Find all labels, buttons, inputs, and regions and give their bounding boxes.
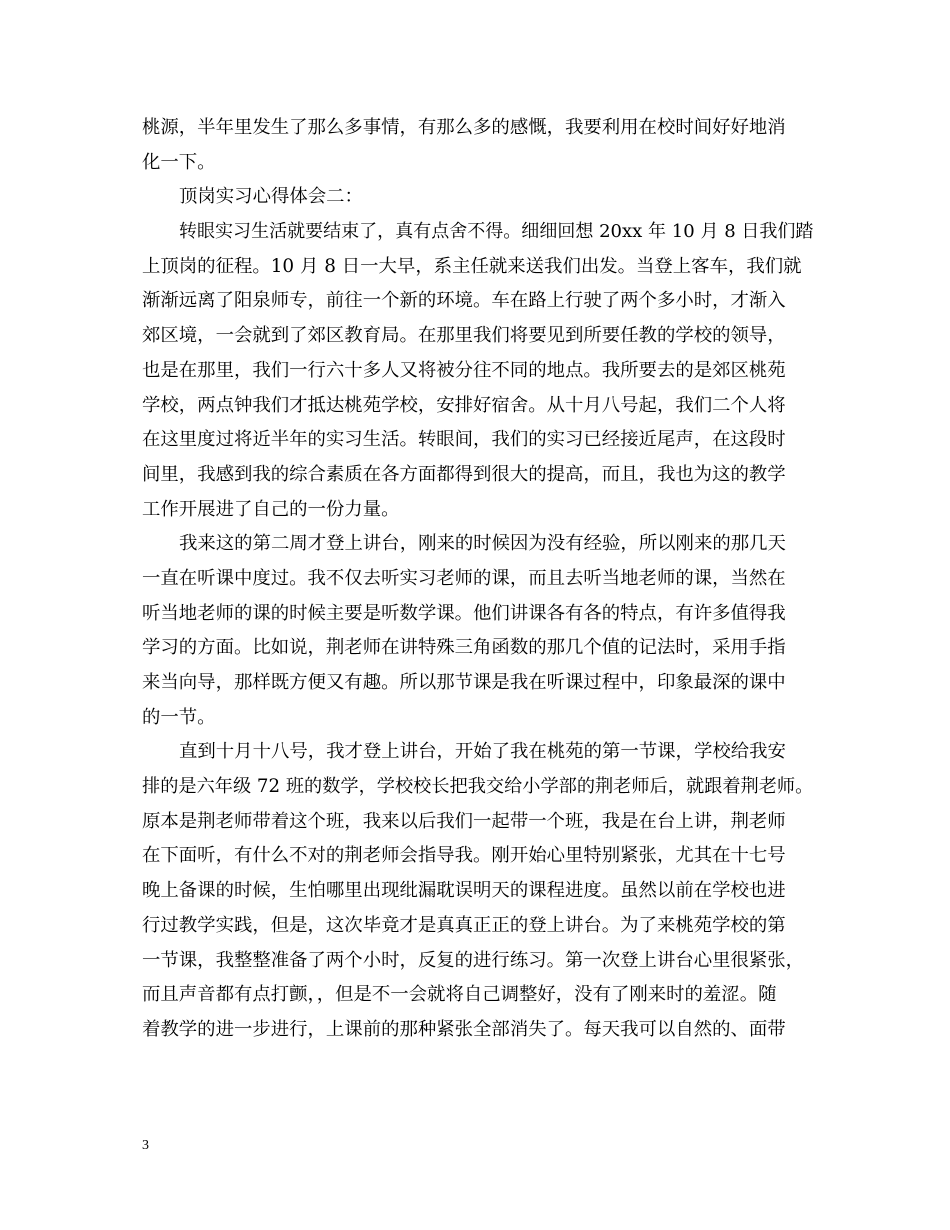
- text-line: 的一节。: [142, 706, 216, 728]
- text-line: 而且声音都有点打颤，，但是不一会就将自己调整好，没有了刚来时的羞涩。随: [142, 984, 777, 1006]
- text-line: 郊区境，一会就到了郊区教育局。在那里我们将要见到所要任教的学校的领导，: [142, 325, 786, 347]
- text-line: 排的是六年级 72 班的数学，学校校长把我交给小学部的荆老师后，就跟着荆老师。: [142, 776, 814, 798]
- text-line: 在这里度过将近半年的实习生活。转眼间，我们的实习已经接近尾声，在这段时: [142, 429, 786, 451]
- text-line: 工作开展进了自己的一份力量。: [142, 498, 400, 520]
- text-line: 一节课，我整整准备了两个小时，反复的进行练习。第一次登上讲台心里很紧张，: [142, 949, 805, 971]
- text-line: 桃源，半年里发生了那么多事情，有那么多的感慨，我要利用在校时间好好地消: [142, 117, 786, 138]
- text-line: 着教学的进一步进行，上课前的那种紧张全部消失了。每天我可以自然的、面带: [142, 1018, 786, 1040]
- text-line: 学校，两点钟我们才抵达桃苑学校，安排好宿舍。从十月八号起，我们二个人将: [142, 394, 786, 416]
- text-line: 也是在那里，我们一行六十多人又将被分往不同的地点。我所要去的是郊区桃苑: [142, 359, 786, 381]
- text-line: 间里，我感到我的综合素质在各方面都得到很大的提高，而且，我也为这的教学: [142, 463, 786, 485]
- text-line: 渐渐远离了阳泉师专，前往一个新的环境。车在路上行驶了两个多小时，才渐入: [142, 290, 786, 312]
- text-line: 上顶岗的征程。10 月 8 日一大早，系主任就来送我们出发。当登上客车，我们就: [142, 255, 802, 277]
- document-body: [142, 111, 812, 1048]
- text-line: 在下面听，有什么不对的荆老师会指导我。刚开始心里特别紧张，尤其在十七号: [142, 845, 786, 867]
- text-line: 化一下。: [142, 151, 216, 173]
- text-line: 顶岗实习心得体会二：: [179, 186, 363, 208]
- text-line: 直到十月十八号，我才登上讲台，开始了我在桃苑的第一节课，学校给我安: [179, 741, 786, 763]
- text-line: 学习的方面。比如说，荆老师在讲特殊三角函数的那几个值的记法时，采用手指: [142, 637, 786, 659]
- text-line: 原本是荆老师带着这个班，我来以后我们一起带一个班，我是在台上讲，荆老师: [142, 810, 786, 832]
- page-number: 3: [142, 1138, 149, 1153]
- text-line: 一直在听课中度过。我不仅去听实习老师的课，而且去听当地老师的课，当然在: [142, 567, 786, 589]
- text-line: 晚上备课的时候，生怕哪里出现纰漏耽误明天的课程进度。虽然以前在学校也进: [142, 880, 786, 902]
- text-line: 转眼实习生活就要结束了，真有点舍不得。细细回想 20xx 年 10 月 8 日我们踏: [179, 221, 814, 243]
- text-line: 听当地老师的课的时候主要是听数学课。他们讲课各有各的特点，有许多值得我: [142, 602, 786, 624]
- text-line: 我来这的第二周才登上讲台，刚来的时候因为没有经验，所以刚来的那几天: [179, 533, 786, 555]
- text-line: 来当向导，那样既方便又有趣。所以那节课是我在听课过程中，印象最深的课中: [142, 672, 786, 693]
- text-line: 行过教学实践，但是，这次毕竟才是真真正正的登上讲台。为了来桃苑学校的第: [142, 914, 786, 936]
